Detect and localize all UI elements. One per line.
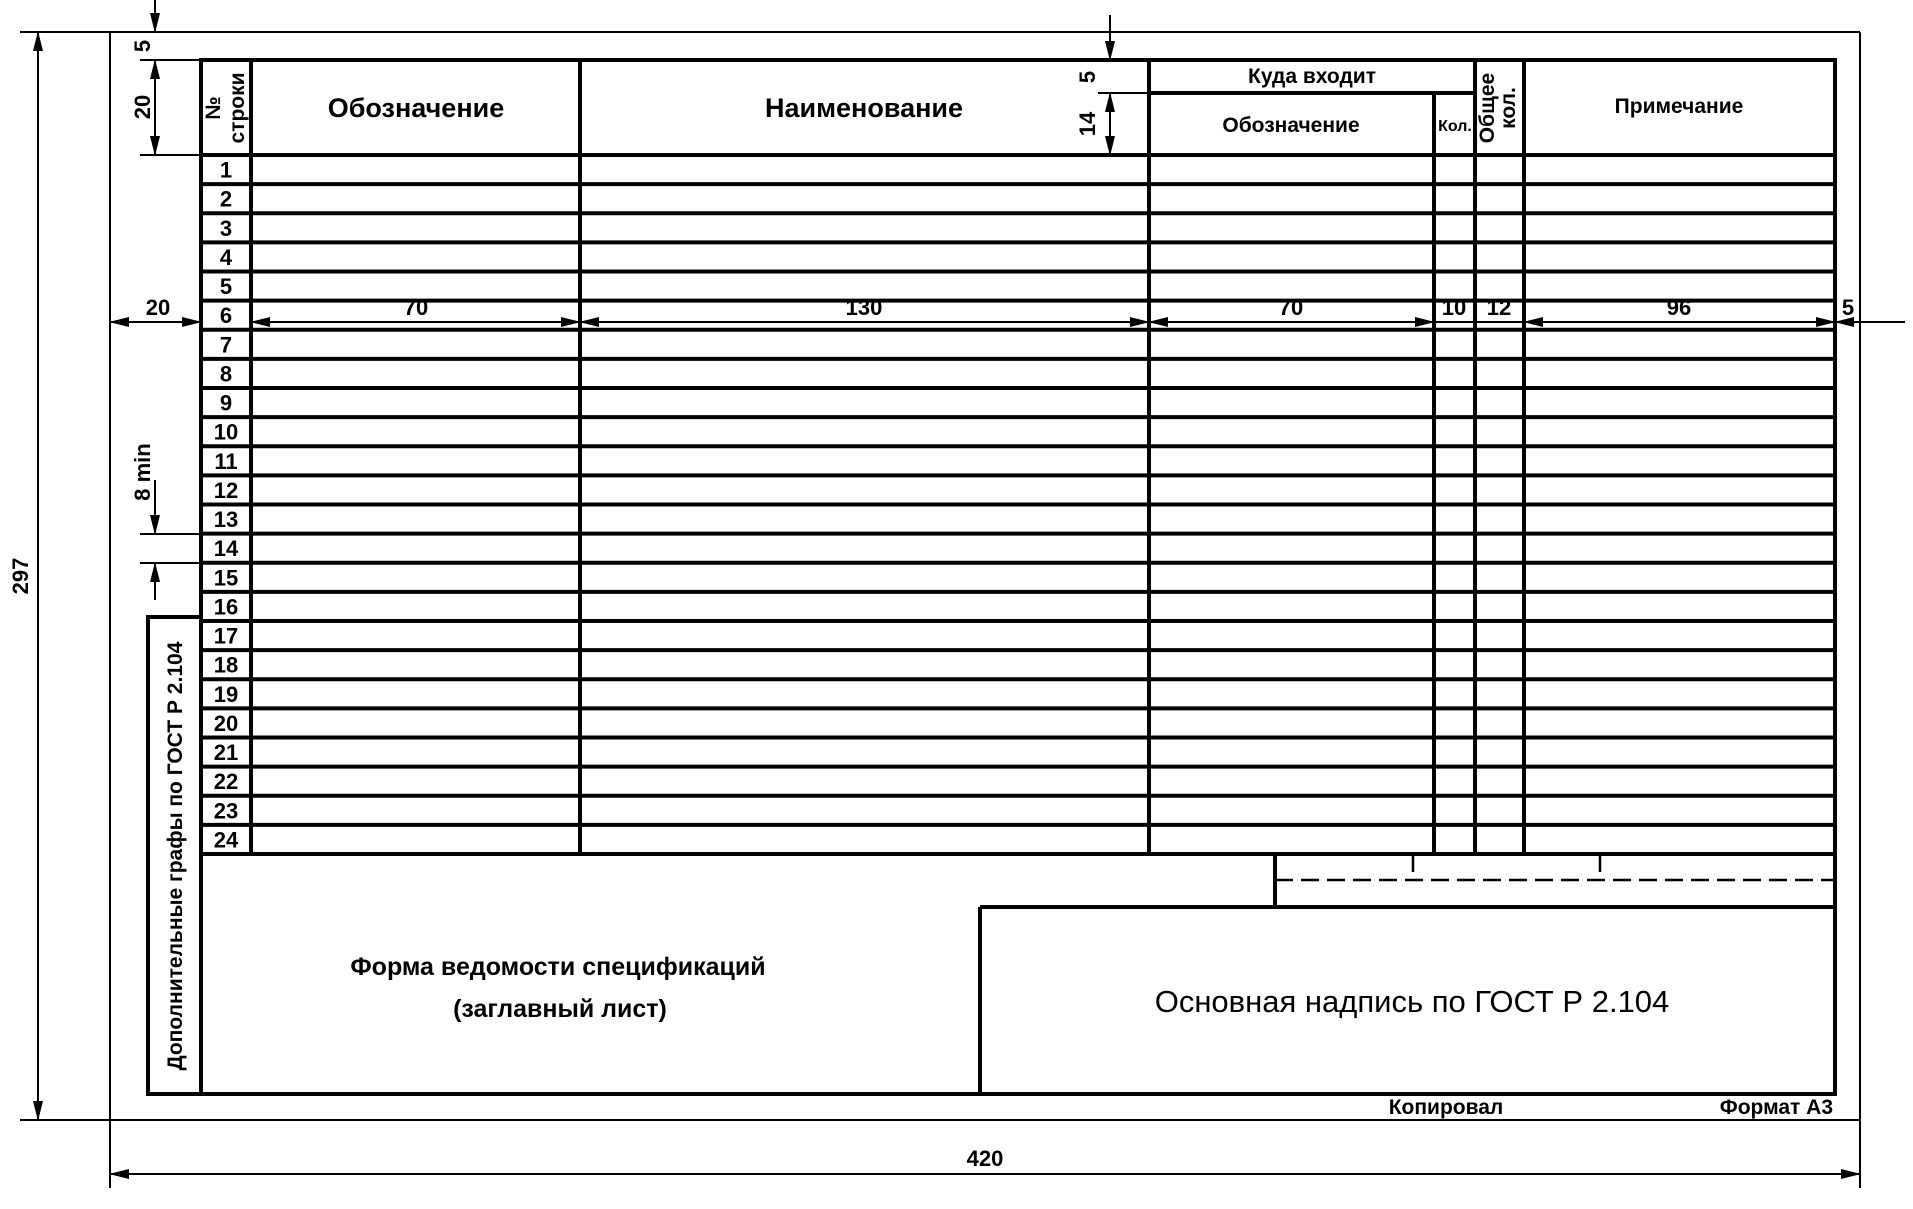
additional-columns-label: Дополнительные графы по ГОСТ Р 2.104 (164, 641, 187, 1071)
header-designation: Обозначение (327, 93, 505, 123)
dim-total-width: 12 (1486, 295, 1512, 320)
row-number: 5 (219, 274, 233, 300)
form-title-line1: Форма ведомости спецификаций (350, 953, 766, 981)
row-number: 11 (214, 448, 238, 474)
row-number: 17 (213, 623, 239, 649)
dim-note-width: 96 (1666, 295, 1692, 320)
row-number: 14 (213, 536, 239, 562)
table-row (201, 391, 1835, 418)
header-name: Наименование (764, 93, 964, 123)
header-total-line1: Общее (1476, 72, 1499, 144)
dim-sheet-width: 420 (966, 1146, 1004, 1171)
table-row (201, 332, 1835, 359)
footer-copied-by: Копировал (1388, 1096, 1504, 1119)
dim-designation-width: 70 (403, 295, 429, 320)
table-row (201, 420, 1835, 447)
title-block-label: Основная надпись по ГОСТ Р 2.104 (1154, 984, 1670, 1019)
table-row (201, 449, 1835, 476)
row-number: 2 (219, 186, 233, 212)
row-number: 7 (219, 332, 233, 358)
row-number: 19 (213, 681, 239, 707)
table-row (201, 187, 1835, 214)
row-number: 12 (213, 477, 239, 503)
table-row (201, 653, 1835, 680)
dim-sheet-height: 297 (8, 557, 33, 595)
dim-sub-qty-width: 10 (1441, 295, 1467, 320)
row-number: 15 (213, 565, 239, 591)
row-number: 13 (213, 507, 239, 533)
row-number: 8 (219, 361, 233, 387)
row-number: 16 (213, 594, 239, 620)
dim-right-margin: 5 (1841, 295, 1855, 320)
row-number: 20 (213, 710, 239, 736)
row-number: 3 (219, 215, 233, 241)
table-row (201, 769, 1835, 796)
table-row (201, 478, 1835, 505)
header-note: Примечание (1614, 95, 1744, 118)
row-number: 6 (219, 303, 233, 329)
table-row (201, 565, 1835, 592)
table-row (201, 536, 1835, 563)
dim-left-margin: 20 (145, 295, 171, 320)
row-number: 9 (219, 390, 233, 416)
table-row (201, 303, 1835, 330)
footer-format: Формат А3 (1719, 1096, 1833, 1119)
table-row (201, 158, 1835, 185)
sheet-outline (20, 32, 1860, 1120)
table-row (201, 624, 1835, 651)
dim-sub-header-height: 14 (1075, 111, 1100, 137)
form-title-line2: (заглавный лист) (453, 995, 667, 1023)
header-sub-qty: Кол. (1438, 118, 1472, 135)
table-row (201, 740, 1835, 767)
dim-row-height: 8 min (130, 443, 155, 501)
title-block-area (980, 854, 1835, 1094)
header-where-used: Куда входит (1248, 65, 1376, 88)
table-row (201, 245, 1835, 272)
row-number: 23 (213, 798, 239, 824)
table-header (201, 60, 1835, 854)
row-number: 22 (213, 769, 239, 795)
table-body (201, 158, 1835, 854)
dim-name-width: 130 (845, 295, 883, 320)
header-row-no-symbol: № (202, 96, 225, 120)
table-row (201, 216, 1835, 243)
header-sub-designation: Обозначение (1222, 114, 1360, 137)
dim-header-height: 20 (130, 94, 155, 120)
table-row (201, 274, 1835, 301)
table-row (201, 827, 1835, 854)
dim-group-header-height: 5 (1075, 70, 1100, 84)
table-row (201, 361, 1835, 388)
dim-sub-designation-width: 70 (1278, 295, 1304, 320)
table-row (201, 507, 1835, 534)
table-row (201, 798, 1835, 825)
header-total-line2: кол. (1497, 87, 1520, 129)
row-number: 4 (219, 244, 233, 270)
header-row-no-label: строки (226, 72, 249, 144)
row-number: 21 (213, 740, 239, 766)
dim-top-margin: 5 (130, 39, 155, 53)
row-number: 24 (213, 827, 239, 853)
table-row (201, 594, 1835, 621)
table-row (201, 682, 1835, 709)
row-number: 10 (213, 419, 239, 445)
row-number: 18 (213, 652, 239, 678)
row-number: 1 (219, 157, 233, 183)
table-row (201, 711, 1835, 738)
